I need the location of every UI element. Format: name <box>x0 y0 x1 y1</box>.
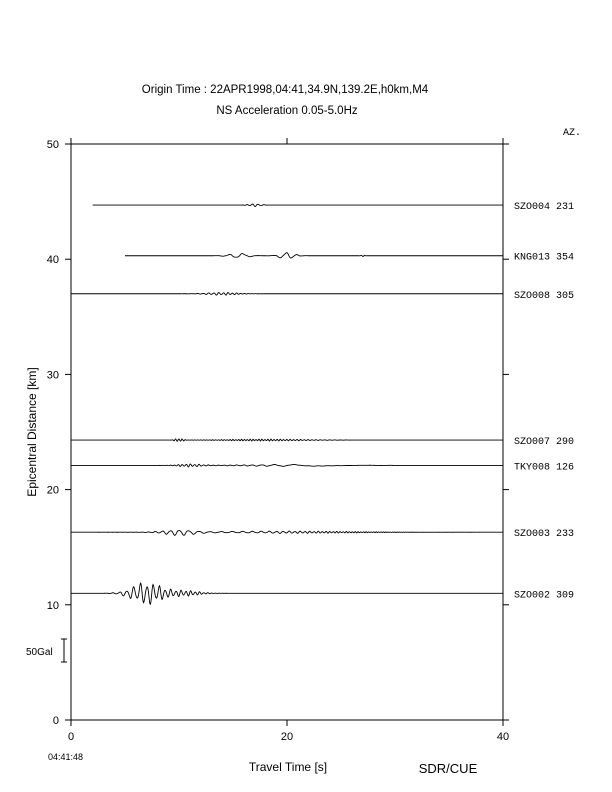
station-label-szo003 <box>514 529 574 540</box>
seismic-traces <box>71 204 503 604</box>
plot-frame <box>71 144 503 720</box>
station-name: SZO003 <box>514 529 551 541</box>
y-tick-label: 30 <box>46 369 59 382</box>
y-axis-label: Epicentral Distance [km] <box>25 367 39 497</box>
y-tick-label: 10 <box>46 599 59 612</box>
station-label-szo002 <box>514 590 574 601</box>
station-name: KNG013 <box>514 252 551 264</box>
trace-szo007 <box>71 439 503 441</box>
station-labels <box>514 202 574 601</box>
trace-szo008 <box>71 293 503 296</box>
x-tick-labels <box>68 731 509 743</box>
chart-title: Origin Time : 22APR1998,04:41,34.9N,139.2E,h0km,M4 <box>141 84 429 96</box>
station-azimuth: 305 <box>556 290 575 302</box>
station-azimuth: 231 <box>556 202 575 214</box>
y-tick-label: 0 <box>52 715 59 727</box>
trace-szo003 <box>71 531 503 536</box>
station-name: SZO004 <box>514 202 551 214</box>
station-label-szo008 <box>514 291 574 302</box>
station-azimuth: 233 <box>556 529 575 541</box>
axis-ticks <box>65 138 509 726</box>
station-azimuth: 126 <box>556 462 575 474</box>
chart-subtitle: NS Acceleration 0.05-5.0Hz <box>216 105 358 117</box>
azimuth-header: AZ. <box>563 128 582 139</box>
trace-kng013 <box>125 253 503 258</box>
x-axis-label: Travel Time [s] <box>248 760 328 774</box>
y-tick-label: 20 <box>46 484 59 497</box>
station-azimuth: 309 <box>556 590 575 602</box>
y-tick-label: 50 <box>46 139 59 151</box>
y-tick-labels <box>47 139 59 727</box>
x-tick-label: 20 <box>280 731 294 743</box>
trace-szo004 <box>93 204 503 207</box>
station-azimuth: 290 <box>556 437 575 449</box>
station-label-kng013 <box>514 253 574 264</box>
trace-tky008 <box>71 464 503 467</box>
station-name: TKY008 <box>514 462 551 474</box>
trace-szo002 <box>71 583 503 604</box>
station-label-tky008 <box>514 462 574 473</box>
credit-label: SDR/CUE <box>418 761 478 776</box>
station-label-szo004 <box>514 202 574 213</box>
station-name: SZO002 <box>514 590 551 602</box>
amplitude-scale-bar <box>61 639 67 662</box>
start-time-label: 04:41:48 <box>48 752 84 762</box>
y-tick-label: 40 <box>46 254 59 267</box>
station-name: SZO008 <box>514 290 551 302</box>
amplitude-scale-label: 50Gal <box>26 647 53 658</box>
x-tick-label: 0 <box>67 731 75 743</box>
station-label-szo007 <box>514 437 574 448</box>
x-tick-label: 40 <box>496 731 510 743</box>
station-name: SZO007 <box>514 437 551 449</box>
station-azimuth: 354 <box>556 252 575 264</box>
